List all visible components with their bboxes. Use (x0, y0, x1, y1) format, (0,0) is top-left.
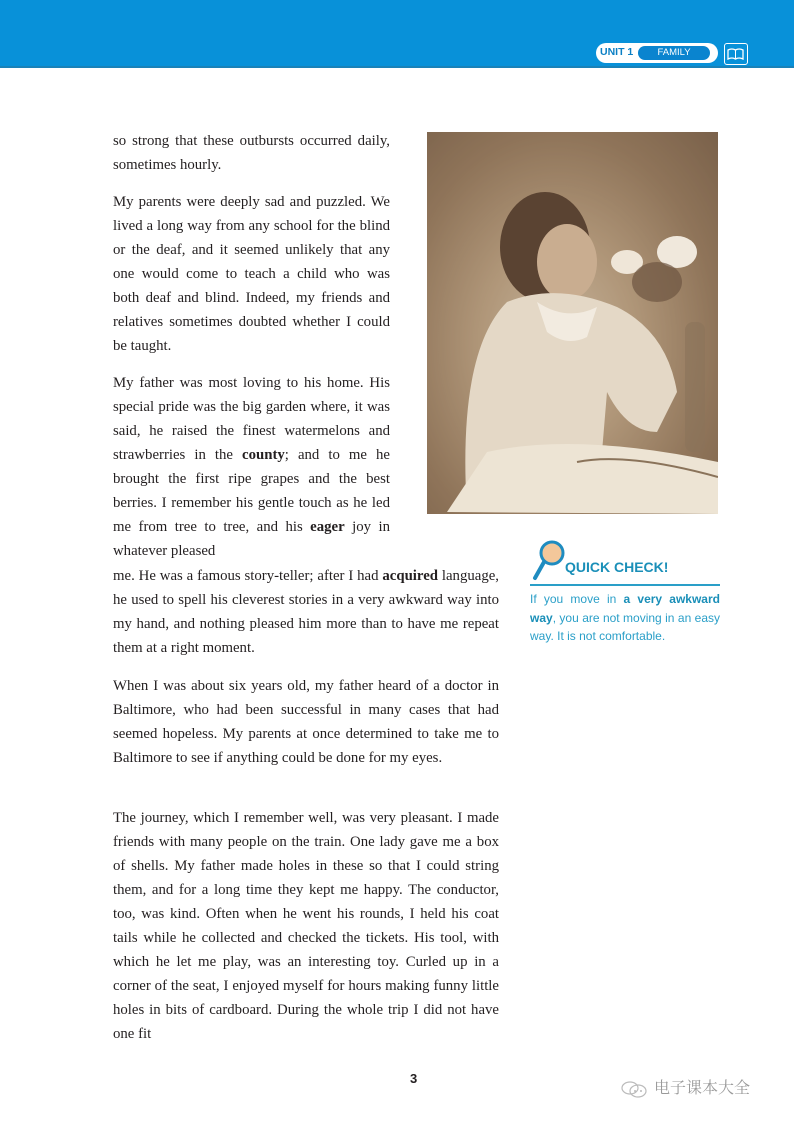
vocab-county: county (242, 447, 285, 463)
book-icon (724, 43, 748, 65)
vocab-eager: eager (310, 519, 345, 535)
page-number: 3 (410, 1071, 418, 1086)
unit-name: FAMILY (638, 46, 710, 60)
paragraph-3-bottom (113, 564, 499, 660)
portrait-photo (427, 132, 718, 514)
qc-text-a: If you move in (530, 592, 624, 606)
paragraph-4 (113, 674, 499, 770)
p3-text-c: ; and to me he brought the first ripe grapes and the best berries. I remember his gentle touch as he led me from tree to tree, and his (113, 447, 390, 535)
quick-check-title: QUICK CHECK! (565, 559, 669, 575)
p3-text-a: My father was most loving to his home. His special pride was the big garden where, it was said, he raised the finest watermelons and strawberries in the (113, 375, 390, 463)
paragraph-5-text: The journey, which I remember well, was very pleasant. I made friends with many people on the train. One lady gave me a box of shells. My father made holes in these so that I could string them, and for a long time they kept me happy. The conductor, too, was kind. Often when he went his rounds, I held his coat tails while he collected and checked the tickets. His tool, with which he let me play, was an interesting toy. Curled up in a corner of the seat, I enjoyed myself for hours making funny little holes in bits of cardboard. During the whole trip I did not have one fit (113, 810, 499, 1042)
paragraph-1 (113, 129, 390, 177)
header-bar (0, 0, 794, 68)
watermark-text: 电子课本大全 (654, 1078, 751, 1097)
paragraph-1-text: so strong that these outbursts occurred daily, sometimes hourly. (113, 133, 390, 173)
paragraph-2-text: My parents were deeply sad and puzzled. We lived a long way from any school for the blind or the deaf, and it seemed unlikely that any one would come to teach a child who was both deaf and blind. Indeed, my friends and relatives sometimes doubted whether I could be taught. (113, 194, 390, 354)
quick-check-text (530, 590, 720, 646)
unit-badge (596, 43, 718, 63)
p3-text-e: me. He was a famous story-teller; after I had (113, 568, 383, 584)
unit-label: UNIT 1 (600, 46, 634, 58)
qc-bold-term: a very awkward way (530, 592, 720, 625)
paragraph-3-top (113, 371, 390, 563)
p3-text-f: language, he used to spell his cleverest stories in a very awkward way into my hand, and nothing pleased him more than to have me repeat them at a right moment. (113, 568, 499, 656)
magnifier-icon (532, 540, 566, 582)
watermark (620, 1075, 750, 1099)
quick-check-divider (530, 584, 720, 586)
p3-text-d: joy in whatever pleased (113, 519, 390, 559)
paragraph-4-text: When I was about six years old, my father heard of a doctor in Baltimore, who had been successful in many cases that had seemed hopeless. My parents at once determined to take me to Baltimore to see if anything could be done for my eyes. (113, 678, 499, 766)
paragraph-5 (113, 806, 499, 1046)
chat-bubble-icon (620, 1079, 648, 1099)
qc-text-b: , you are not moving in an easy way. It is not comfortable. (530, 610, 720, 643)
vocab-acquired: acquired (382, 568, 439, 584)
paragraph-2 (113, 190, 390, 358)
